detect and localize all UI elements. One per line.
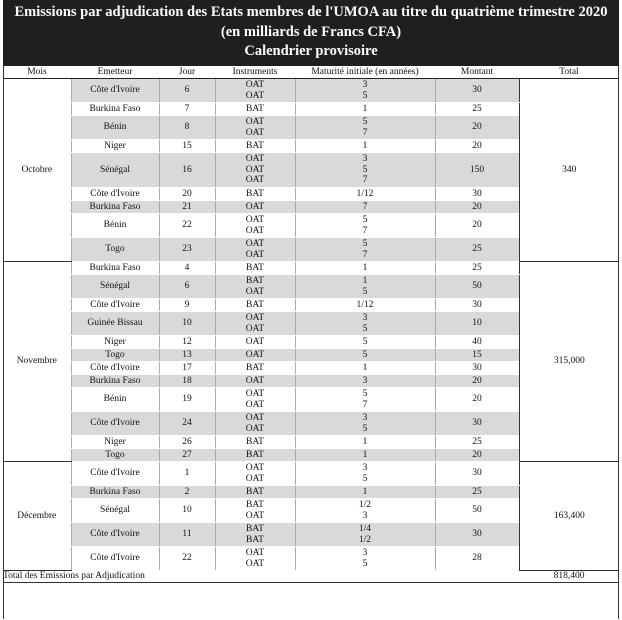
instrument-value: OAT (245, 413, 265, 423)
jour-cell: 21 (159, 201, 215, 214)
emetteur-cell: Guinée Bissau (71, 312, 159, 336)
month-cell: Novembre (3, 262, 71, 462)
maturite-cell (295, 79, 435, 103)
instruments-cell (215, 103, 295, 116)
instruments-cell (215, 214, 295, 238)
document-page (3, 0, 619, 583)
instrument-value: BAT (246, 140, 264, 151)
montant-cell: 40 (435, 336, 519, 349)
instrument-value: OAT (245, 117, 265, 127)
maturite-value: 1 (362, 140, 368, 151)
instrument-value: BAT (246, 449, 264, 460)
montant-cell: 25 (435, 436, 519, 449)
jour-cell: 8 (159, 116, 215, 140)
emetteur-cell: Niger (71, 336, 159, 349)
emetteur-cell: Bénin (71, 116, 159, 140)
title-line-1: Emissions par adjudication des Etats membres de l'UMOA au titre du quatrième trimestre 2020 (14, 4, 608, 20)
instrument-value: OAT (245, 336, 265, 347)
maturite-value: 1 (362, 276, 368, 286)
instrument-value: BAT (246, 262, 264, 273)
maturite-cell (295, 188, 435, 201)
emetteur-cell: Côte d'Ivoire (71, 188, 159, 201)
maturite-value: 5 (362, 558, 368, 569)
maturite-value: 5 (362, 117, 368, 127)
jour-cell: 6 (159, 79, 215, 103)
title-block (3, 0, 619, 66)
emetteur-cell: Niger (71, 140, 159, 153)
montant-cell: 20 (435, 201, 519, 214)
maturite-value: 3 (362, 313, 368, 323)
jour-cell: 10 (159, 312, 215, 336)
col-header-maturite: Maturité initiale (en années) (295, 66, 435, 79)
jour-cell: 10 (159, 499, 215, 523)
maturite-value: 7 (362, 225, 368, 236)
instruments-cell (215, 79, 295, 103)
maturite-cell (295, 103, 435, 116)
maturite-cell (295, 362, 435, 375)
jour-cell: 19 (159, 388, 215, 412)
maturite-value: 1 (362, 103, 368, 114)
instrument-value: BAT (246, 436, 264, 447)
instruments-cell (215, 262, 295, 275)
montant-cell: 20 (435, 388, 519, 412)
instruments-cell (215, 462, 295, 486)
emetteur-cell: Togo (71, 449, 159, 462)
maturite-value: 3 (362, 510, 368, 521)
instruments-cell (215, 436, 295, 449)
maturite-cell (295, 238, 435, 262)
instruments-cell (215, 116, 295, 140)
instrument-value: OAT (245, 80, 265, 90)
instrument-value: BAT (246, 276, 264, 286)
montant-cell: 28 (435, 547, 519, 571)
instruments-cell (215, 299, 295, 312)
maturite-value: 3 (362, 463, 368, 473)
emetteur-cell: Côte d'Ivoire (71, 299, 159, 312)
maturite-cell (295, 486, 435, 499)
month-cell: Octobre (3, 79, 71, 262)
maturite-value: 5 (362, 90, 368, 101)
emetteur-cell: Côte d'Ivoire (71, 79, 159, 103)
montant-cell: 150 (435, 153, 519, 188)
maturite-cell (295, 336, 435, 349)
instruments-cell (215, 201, 295, 214)
jour-cell: 18 (159, 375, 215, 388)
montant-cell: 20 (435, 116, 519, 140)
montant-cell: 50 (435, 275, 519, 299)
jour-cell: 22 (159, 547, 215, 571)
issuance-calendar-table (3, 66, 619, 583)
instruments-cell (215, 238, 295, 262)
instrument-value: OAT (245, 90, 265, 101)
col-header-montant: Montant (435, 66, 519, 79)
maturite-value: 1 (362, 362, 368, 373)
maturite-value: 7 (362, 249, 368, 260)
emetteur-cell: Togo (71, 349, 159, 362)
instrument-value: OAT (245, 249, 265, 260)
emetteur-cell: Bénin (71, 388, 159, 412)
maturite-value: 7 (362, 175, 368, 186)
montant-cell: 25 (435, 238, 519, 262)
maturite-cell (295, 388, 435, 412)
instruments-cell (215, 547, 295, 571)
maturite-value: 5 (362, 323, 368, 334)
instrument-value: OAT (245, 239, 265, 249)
instrument-value: OAT (245, 127, 265, 138)
instrument-value: BAT (246, 534, 264, 545)
emetteur-cell: Côte d'Ivoire (71, 462, 159, 486)
maturite-value: 5 (362, 349, 368, 360)
emetteur-cell: Burkina Faso (71, 103, 159, 116)
maturite-cell (295, 547, 435, 571)
montant-cell: 30 (435, 523, 519, 547)
maturite-value: 1/12 (356, 188, 374, 199)
instruments-cell (215, 412, 295, 436)
maturite-cell (295, 436, 435, 449)
maturite-cell (295, 412, 435, 436)
maturite-value: 5 (362, 164, 368, 175)
instruments-cell (215, 336, 295, 349)
instrument-value: BAT (246, 486, 264, 497)
maturite-value: 1 (362, 449, 368, 460)
jour-cell: 27 (159, 449, 215, 462)
instrument-value: OAT (245, 175, 265, 186)
month-cell: Décembre (3, 462, 71, 571)
emetteur-cell: Côte d'Ivoire (71, 362, 159, 375)
instrument-value: BAT (246, 524, 264, 534)
footer-label: Total des Emissions par Adjudication (3, 571, 519, 583)
maturite-value: 5 (362, 473, 368, 484)
footer-total: 818,400 (519, 571, 619, 583)
jour-cell: 1 (159, 462, 215, 486)
instruments-cell (215, 449, 295, 462)
emetteur-cell: Côte d'Ivoire (71, 547, 159, 571)
title-line-2: (en milliards de Francs CFA) (220, 23, 402, 40)
instrument-value: OAT (245, 463, 265, 473)
maturite-value: 5 (362, 389, 368, 399)
maturite-value: 7 (362, 399, 368, 410)
table-row (3, 462, 619, 486)
instrument-value: BAT (246, 299, 264, 310)
montant-cell: 30 (435, 362, 519, 375)
maturite-value: 3 (362, 413, 368, 423)
instrument-value: OAT (245, 313, 265, 323)
jour-cell: 17 (159, 362, 215, 375)
maturite-cell (295, 312, 435, 336)
emetteur-cell: Niger (71, 436, 159, 449)
month-total-cell: 315,000 (519, 262, 619, 462)
montant-cell: 20 (435, 214, 519, 238)
maturite-value: 5 (362, 336, 368, 347)
instrument-value: BAT (246, 362, 264, 373)
montant-cell: 25 (435, 486, 519, 499)
instrument-value: OAT (245, 225, 265, 236)
emetteur-cell: Sénégal (71, 499, 159, 523)
jour-cell: 2 (159, 486, 215, 499)
montant-cell: 30 (435, 79, 519, 103)
maturite-cell (295, 375, 435, 388)
maturite-cell (295, 349, 435, 362)
jour-cell: 13 (159, 349, 215, 362)
jour-cell: 24 (159, 412, 215, 436)
title-line-3: Calendrier provisoire (244, 43, 378, 59)
emetteur-cell: Burkina Faso (71, 486, 159, 499)
instruments-cell (215, 388, 295, 412)
maturite-value: 3 (362, 80, 368, 90)
jour-cell: 23 (159, 238, 215, 262)
montant-cell: 20 (435, 375, 519, 388)
instrument-value: OAT (245, 154, 265, 165)
instrument-value: BAT (246, 188, 264, 199)
instrument-value: OAT (245, 558, 265, 569)
footer-row (3, 571, 619, 583)
emetteur-cell: Bénin (71, 214, 159, 238)
montant-cell: 15 (435, 349, 519, 362)
month-total-cell: 163,400 (519, 462, 619, 571)
montant-cell: 50 (435, 499, 519, 523)
jour-cell: 7 (159, 103, 215, 116)
emetteur-cell: Côte d'Ivoire (71, 523, 159, 547)
maturite-cell (295, 262, 435, 275)
maturite-value: 5 (362, 423, 368, 434)
instrument-value: OAT (245, 215, 265, 225)
maturite-cell (295, 275, 435, 299)
instruments-cell (215, 275, 295, 299)
col-header-mois: Mois (3, 66, 71, 79)
maturite-value: 5 (362, 286, 368, 297)
maturite-value: 1/2 (358, 500, 372, 510)
col-header-emetteur: Emetteur (71, 66, 159, 79)
maturite-cell (295, 140, 435, 153)
emetteur-cell: Sénégal (71, 275, 159, 299)
instrument-value: OAT (245, 201, 265, 212)
instrument-value: OAT (245, 164, 265, 175)
instruments-cell (215, 523, 295, 547)
maturite-cell (295, 153, 435, 188)
maturite-value: 1 (362, 436, 368, 447)
maturite-value: 3 (362, 154, 368, 165)
emetteur-cell: Burkina Faso (71, 201, 159, 214)
montant-cell: 25 (435, 103, 519, 116)
jour-cell: 6 (159, 275, 215, 299)
montant-cell: 20 (435, 449, 519, 462)
instrument-value: OAT (245, 510, 265, 521)
montant-cell: 30 (435, 462, 519, 486)
instrument-value: OAT (245, 548, 265, 558)
instrument-value: OAT (245, 473, 265, 484)
instruments-cell (215, 349, 295, 362)
montant-cell: 30 (435, 299, 519, 312)
montant-cell: 10 (435, 312, 519, 336)
emetteur-cell: Burkina Faso (71, 375, 159, 388)
instruments-cell (215, 375, 295, 388)
emetteur-cell: Côte d'Ivoire (71, 412, 159, 436)
instrument-value: OAT (245, 349, 265, 360)
jour-cell: 11 (159, 523, 215, 547)
maturite-value: 1/4 (358, 524, 372, 534)
maturite-value: 1 (362, 486, 368, 497)
maturite-cell (295, 499, 435, 523)
maturite-cell (295, 449, 435, 462)
col-header-jour: Jour (159, 66, 215, 79)
jour-cell: 9 (159, 299, 215, 312)
instruments-cell (215, 499, 295, 523)
jour-cell: 26 (159, 436, 215, 449)
instrument-value: OAT (245, 323, 265, 334)
table-row (3, 262, 619, 275)
instruments-cell (215, 140, 295, 153)
instrument-value: OAT (245, 286, 265, 297)
jour-cell: 22 (159, 214, 215, 238)
instrument-value: OAT (245, 423, 265, 434)
instruments-cell (215, 486, 295, 499)
table-row (3, 79, 619, 103)
maturite-value: 1/12 (356, 299, 374, 310)
maturite-cell (295, 116, 435, 140)
jour-cell: 15 (159, 140, 215, 153)
instruments-cell (215, 188, 295, 201)
maturite-value: 5 (362, 239, 368, 249)
instrument-value: OAT (245, 375, 265, 386)
emetteur-cell: Togo (71, 238, 159, 262)
table-header-row (3, 66, 619, 79)
maturite-value: 1/2 (358, 534, 372, 545)
maturite-cell (295, 299, 435, 312)
instrument-value: BAT (246, 500, 264, 510)
month-total-cell: 340 (519, 79, 619, 262)
maturite-value: 3 (362, 375, 368, 386)
maturite-cell (295, 523, 435, 547)
maturite-value: 7 (362, 127, 368, 138)
maturite-cell (295, 201, 435, 214)
montant-cell: 30 (435, 188, 519, 201)
instruments-cell (215, 153, 295, 188)
instrument-value: OAT (245, 399, 265, 410)
jour-cell: 4 (159, 262, 215, 275)
instrument-value: BAT (246, 103, 264, 114)
maturite-value: 1 (362, 262, 368, 273)
maturite-value: 5 (362, 215, 368, 225)
instruments-cell (215, 312, 295, 336)
jour-cell: 16 (159, 153, 215, 188)
maturite-value: 7 (362, 201, 368, 212)
jour-cell: 20 (159, 188, 215, 201)
montant-cell: 20 (435, 140, 519, 153)
emetteur-cell: Burkina Faso (71, 262, 159, 275)
col-header-instruments: Instruments (215, 66, 295, 79)
col-header-total: Total (519, 66, 619, 79)
instrument-value: OAT (245, 389, 265, 399)
montant-cell: 25 (435, 262, 519, 275)
jour-cell: 12 (159, 336, 215, 349)
instruments-cell (215, 362, 295, 375)
maturite-cell (295, 462, 435, 486)
maturite-value: 3 (362, 548, 368, 558)
montant-cell: 30 (435, 412, 519, 436)
emetteur-cell: Sénégal (71, 153, 159, 188)
maturite-cell (295, 214, 435, 238)
